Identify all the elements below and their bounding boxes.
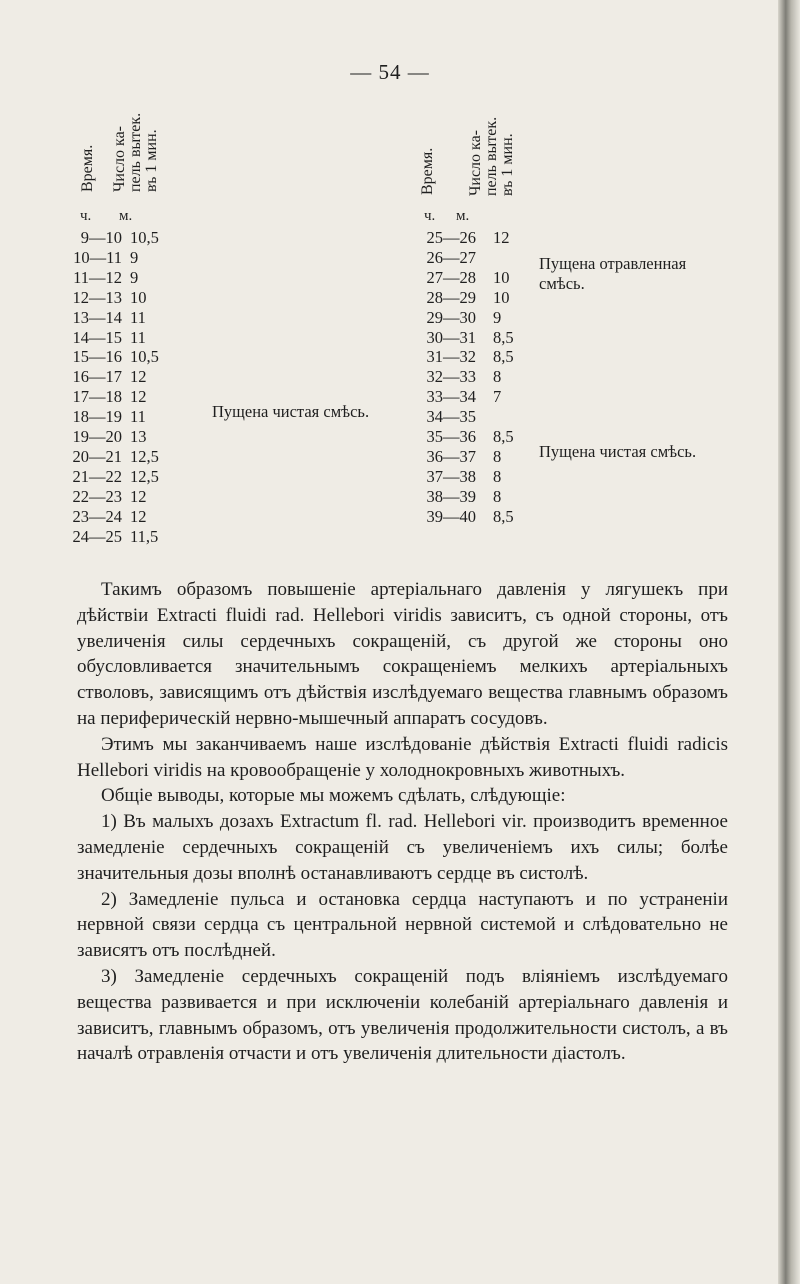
drops-cell: 9 [130,267,139,287]
drops-cell: 8 [493,367,502,387]
time-cell: 12—13 [72,287,122,307]
time-cell: 30—31 [426,327,476,347]
drops-cell: 7 [493,387,502,407]
time-cell: 23—24 [72,506,122,526]
time-cell: 19—20 [72,427,122,446]
note-poison-mix-line1: Пущена отравленная [539,254,687,273]
drops-cell: 12,5 [130,466,159,486]
drops-cell: 9 [493,307,502,327]
time-cell: 14—15 [72,327,122,347]
time-cell: 13—14 [72,307,122,327]
drops-cell: 11 [130,327,146,347]
time-cell: 21—22 [72,466,122,486]
time-cell: 34—35 [426,407,476,427]
time-cell: 20—21 [72,446,122,466]
drops-cell: 10,5 [130,347,159,367]
header-time-left: Время. [79,144,96,192]
time-cell: 36—37 [426,446,476,466]
header-drops-left: Число ка- пель вытек. въ 1 мин. [111,112,160,192]
note-clean-mix-1: Пущена чистая смѣсь. [212,402,370,421]
drops-cell: 8 [493,466,502,486]
drops-cell: 8 [493,446,502,466]
drops-cell: 11,5 [130,526,159,546]
drops-cell: 13 [130,427,147,446]
unit-hours-right: ч. [424,208,436,224]
drops-cell: 12 [130,486,147,506]
drops-cell: 10 [493,287,510,307]
header-time-right: Время. [419,147,436,195]
drops-cell: 8,5 [493,427,514,446]
time-cell: 18—19 [72,407,122,427]
time-cell: 31—32 [426,347,476,367]
drops-cell: 12 [130,387,147,407]
drops-cell: 8,5 [493,347,514,367]
time-cell: 37—38 [426,466,476,486]
unit-minutes-right: м. [456,208,470,224]
drops-cell: 8,5 [493,506,514,526]
drops-cell: 11 [130,407,146,427]
paragraph: 2) Замедленіе пульса и остановка сердца наступаютъ и по устраненіи нервной связи сердца съ центральной нервной системой и слѣдовательно не зависятъ отъ послѣдней. [77,888,728,962]
time-cell: 9—10 [80,228,122,247]
time-cell: 28—29 [426,287,476,307]
unit-hours-left: ч. [80,208,92,224]
header-drops-right: Число ка- пель вытек. въ 1 мин. [467,116,516,196]
drops-cell: 9 [130,247,139,267]
page-number: — 54 — [350,60,430,84]
time-cell: 32—33 [426,367,476,387]
time-cell: 10—11 [73,247,122,267]
paragraph: Этимъ мы заканчиваемъ наше изслѣдованіе дѣйствія Extracti fluidi radicis Hellebori viridis на кровообращеніе у холоднокровныхъ животныхъ. [77,733,728,781]
drops-cell: 10 [130,287,147,307]
time-cell: 11—12 [73,267,122,287]
paragraph: 1) Въ малыхъ дозахъ Extractum fl. rad. Hellebori vir. производитъ временное замедленіе сердечныхъ сокращеній съ увеличеніемъ ихъ силы; болѣе значительныя дозы вполнѣ останавливаютъ сердце въ систолѣ. [77,811,728,884]
note-clean-mix-2: Пущена чистая смѣсь. [539,442,697,461]
time-cell: 17—18 [72,387,122,407]
time-cell: 35—36 [426,427,476,446]
time-cell: 39—40 [426,506,476,526]
drops-cell: 10,5 [130,228,159,247]
unit-minutes-left: м. [119,208,133,224]
drops-cell: 12 [130,506,147,526]
drops-cell: 8 [493,486,502,506]
body-text [77,577,728,1067]
drops-cell: 10 [493,267,510,287]
drops-cell: 11 [130,307,146,327]
time-cell: 22—23 [72,486,122,506]
time-cell: 15—16 [72,347,122,367]
time-cell: 38—39 [426,486,476,506]
note-poison-mix-line2: смѣсь. [539,274,585,293]
drops-cell: 12 [493,228,510,247]
drops-cell: 8,5 [493,327,514,347]
drops-cell: 12,5 [130,446,159,466]
time-cell: 33—34 [426,387,476,407]
page-edge-shadow [778,0,800,1284]
time-cell: 29—30 [426,307,476,327]
paragraph: Общіе выводы, которые мы можемъ сдѣлать, слѣдующіе: [101,785,566,807]
paragraph: 3) Замедленіе сердечныхъ сокращеній подъ вліяніемъ изслѣдуемаго вещества развивается и при исключеніи колебаній артеріальнаго давленія и зависитъ, главнымъ образомъ, отъ увеличенія продолжительности систолъ, а въ началѣ отравленія отчасти и отъ увеличенія длительности діастолъ. [77,965,728,1065]
drops-cell: 12 [130,367,147,387]
paragraph: Такимъ образомъ повышеніе артеріальнаго давленія у лягушекъ при дѣйствіи Extracti fluidi rad. Hellebori viridis зависитъ, съ одной стороны, отъ увеличенія силы сердечныхъ сокращеній, съ другой же стороны оно обусловливается значительнымъ сокращеніемъ мелкихъ артеріальныхъ стволовъ, зависящимъ отъ дѣйствія изслѣдуемаго вещества главнымъ образомъ на периферическій нервно-мышечный аппаратъ сосудовъ. [77,579,728,729]
time-cell: 25—26 [426,228,476,247]
time-cell: 26—27 [426,247,476,267]
time-cell: 24—25 [72,526,122,546]
time-cell: 27—28 [426,267,476,287]
time-cell: 16—17 [72,367,122,387]
